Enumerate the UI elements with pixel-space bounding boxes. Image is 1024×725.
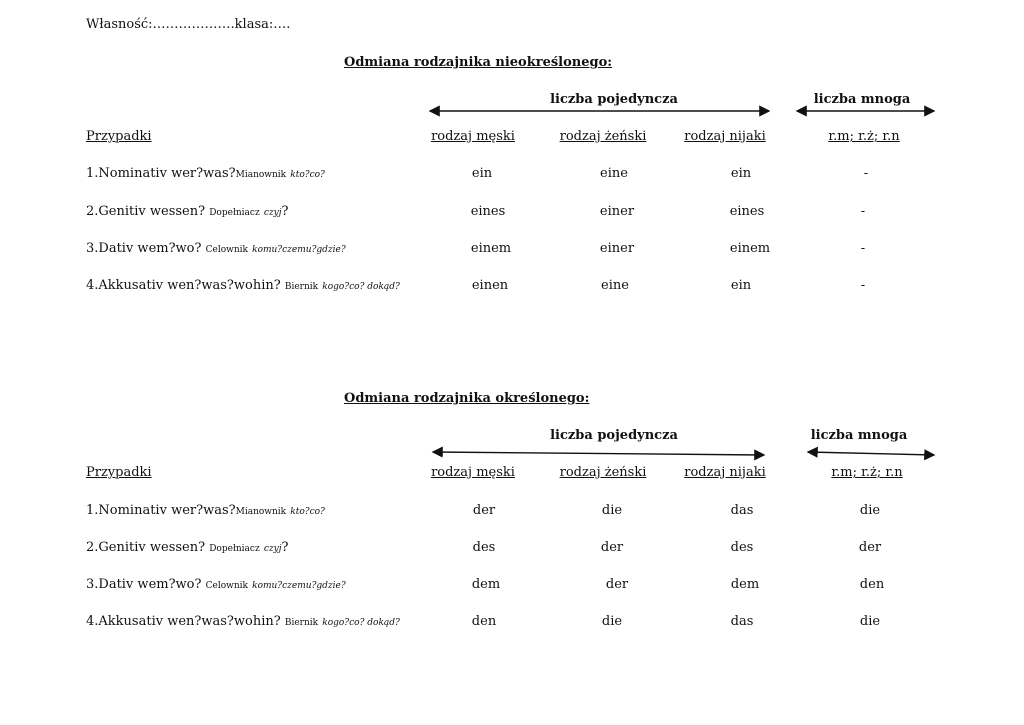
table-cell: die	[601, 503, 623, 518]
singular-arrow-2	[433, 452, 764, 455]
col-header-masc: rodzaj męski	[431, 129, 515, 144]
table-cell: die	[859, 503, 881, 518]
case-label: 3.Dativ wem?wo? Celownik komu?czemu?gdzie?	[86, 241, 346, 256]
table-cell: dem	[730, 577, 760, 592]
ownership-line: Własność:……………….klasa:….	[86, 17, 291, 32]
case-header: Przypadki	[86, 465, 152, 480]
table-cell: eine	[600, 166, 628, 181]
table-cell: einem	[470, 241, 512, 256]
table-cell: ein	[730, 278, 752, 293]
table-cell: der	[858, 540, 882, 555]
table-cell: den	[859, 577, 885, 592]
case-label: 2.Genitiv wessen? Dopełniacz czyj?	[86, 540, 289, 555]
case-label: 1.Nominativ wer?was?Mianownik kto?co?	[86, 166, 325, 181]
col-header-neut: rodzaj nijaki	[684, 465, 766, 480]
table-cell: ein	[471, 166, 493, 181]
case-label: 3.Dativ wem?wo? Celownik komu?czemu?gdzie?	[86, 577, 346, 592]
table-cell: eines	[729, 204, 765, 219]
table-cell: den	[471, 614, 497, 629]
group-singular: liczba pojedyncza	[550, 92, 678, 107]
col-header-plural: r.m; r.ż; r.n	[828, 129, 900, 144]
col-header-plural: r.m; r.ż; r.n	[831, 465, 903, 480]
table-cell: dem	[471, 577, 501, 592]
plural-arrow-2	[808, 452, 934, 455]
col-header-fem: rodzaj żeński	[559, 129, 647, 144]
table-cell: einem	[729, 241, 771, 256]
table-cell: einer	[599, 204, 635, 219]
col-header-masc: rodzaj męski	[431, 465, 515, 480]
table-cell: das	[730, 614, 754, 629]
col-header-fem: rodzaj żeński	[559, 465, 647, 480]
table-cell: die	[859, 614, 881, 629]
table-cell: ein	[730, 166, 752, 181]
table-cell: -	[863, 166, 869, 181]
table-cell: das	[730, 503, 754, 518]
table-cell: des	[730, 540, 754, 555]
table-cell: -	[860, 278, 866, 293]
case-label: 4.Akkusativ wen?was?wohin? Biernik kogo?co? dokąd?	[86, 278, 400, 293]
table-cell: der	[600, 540, 624, 555]
table-cell: der	[605, 577, 629, 592]
table-cell: des	[472, 540, 496, 555]
col-header-neut: rodzaj nijaki	[684, 129, 766, 144]
table-cell: eine	[601, 278, 629, 293]
table-title: Odmiana rodzajnika nieokreślonego:	[344, 55, 613, 70]
table-cell: -	[860, 241, 866, 256]
table-cell: die	[601, 614, 623, 629]
table-cell: einen	[471, 278, 509, 293]
case-label: 2.Genitiv wessen? Dopełniacz czyj?	[86, 204, 289, 219]
table-cell: der	[472, 503, 496, 518]
table-cell: -	[860, 204, 866, 219]
case-label: 1.Nominativ wer?was?Mianownik kto?co?	[86, 503, 325, 518]
table-title: Odmiana rodzajnika określonego:	[344, 391, 590, 406]
group-plural: liczba mnoga	[810, 428, 908, 443]
table-cell: eines	[470, 204, 506, 219]
case-header: Przypadki	[86, 129, 152, 144]
table-cell: einer	[599, 241, 635, 256]
group-plural: liczba mnoga	[813, 92, 911, 107]
group-singular: liczba pojedyncza	[550, 428, 678, 443]
case-label: 4.Akkusativ wen?was?wohin? Biernik kogo?co? dokąd?	[86, 614, 400, 629]
